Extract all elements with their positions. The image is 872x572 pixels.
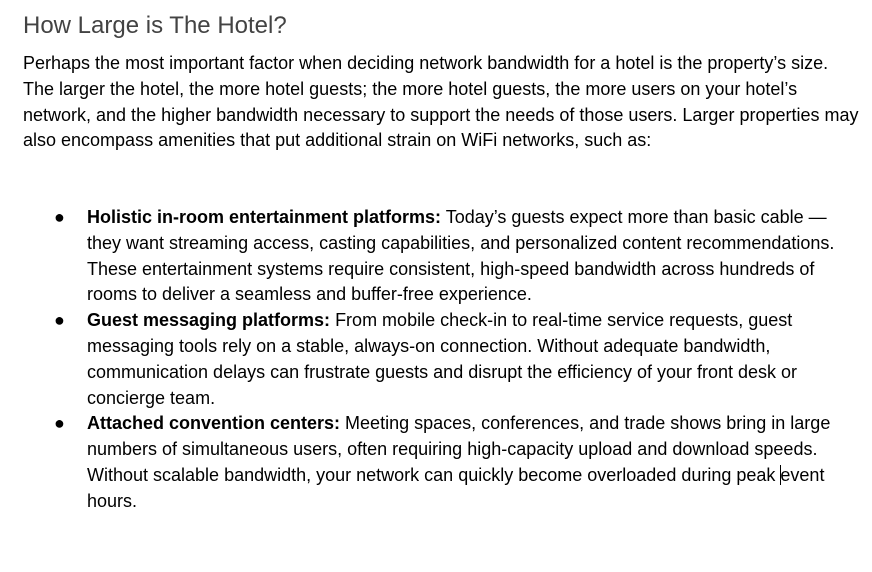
list-item-messaging [23,308,863,411]
list-item-text: Today’s guests expect more than basic cable — they want streaming access, casting capabilities, and personalized content recommendations. These entertainment systems require consistent, high-speed bandwidth across hundreds of rooms to deliver a seamless and buffer-free experience. [87,207,835,305]
list-item-text-end: event hours. [87,464,825,511]
list-item-title: Holistic in-room entertainment platforms: [87,207,442,227]
list-item-entertainment [23,205,863,308]
amenities-list [23,205,863,515]
bullet-icon: ● [54,310,65,331]
list-item-title: Attached convention centers: [87,413,341,434]
section-heading: How Large is The Hotel? [23,12,287,39]
bullet-icon: ● [54,413,65,434]
list-item-convention [23,411,863,514]
list-item-title: Guest messaging platforms: [87,310,331,331]
list-item-text: From mobile check-in to real-time service requests, guest messaging tools rely on a stable, always-on connection. Without adequate bandwidth, communication delays can frustrate guests and disrupt the efficiency of your front desk or concierge team. [87,310,798,408]
bullet-icon: ● [54,207,65,227]
list-item-text: Meeting spaces, conferences, and trade shows bring in large numbers of simultaneous users, often requiring high-capacity upload and download speeds. Without scalable bandwidth, your network can quickly become overloaded during peak [87,413,831,485]
intro-paragraph: Perhaps the most important factor when deciding network bandwidth for a hotel is the property’s size. The larger the hotel, the more hotel guests; the more hotel guests, the more users on your hotel’s network, and the higher bandwidth necessary to support the needs of those users. Larger properties may also encompass amenities that put additional strain on WiFi networks, such as: [23,53,859,151]
